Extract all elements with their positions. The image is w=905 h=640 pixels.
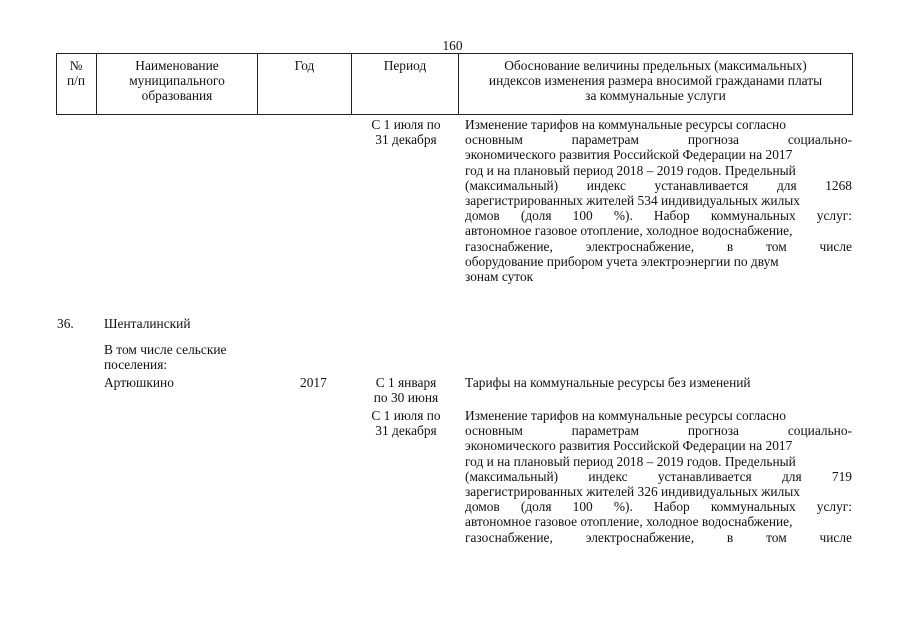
- subheading-rural-settlements: В том числе сельские поселения:: [104, 342, 227, 373]
- header-basis: Обоснование величины предельных (максимальных) индексов изменения размера вносимой гражданами платы за коммунальные услуги: [488, 58, 823, 104]
- page-number: 160: [442, 38, 463, 53]
- basis-paragraph: Изменение тарифов на коммунальные ресурсы согласно основным параметрам прогноза социально- экономического развития Российской Федерации на 2017 год и на плановый период 2018 – 2019 годов. Предельный (максимальный) индекс устанавливается для 1268 зарегистрированных жителей 534 индивидуальных жилых домов (доля 100 %). Набор коммунальных услуг: автономное газовое отопление, холодное водоснабжение, газоснабжение, электроснабжение, в том числе оборудование прибором учета электроэнергии по двум зонам суток: [465, 117, 852, 284]
- row-number: 36.: [57, 316, 74, 331]
- period-cell: С 1 июля по 31 декабря: [371, 408, 441, 439]
- basis-no-change: Тарифы на коммунальные ресурсы без изменений: [465, 375, 751, 390]
- column-divider: [852, 54, 853, 114]
- table-header: [56, 53, 853, 115]
- header-year: Год: [294, 58, 315, 73]
- header-number: № п/п: [66, 58, 86, 89]
- header-period: Период: [383, 58, 427, 73]
- period-cell: С 1 июля по 31 декабря: [371, 117, 441, 148]
- header-municipality: Наименование муниципального образования: [129, 58, 225, 104]
- period-cell: С 1 января по 30 июня: [373, 375, 439, 406]
- municipality-name: Шенталинский: [104, 316, 191, 331]
- settlement-name: Артюшкино: [104, 375, 174, 390]
- basis-paragraph: Изменение тарифов на коммунальные ресурсы согласно основным параметрам прогноза социально- экономического развития Российской Федерации на 2017 год и на плановый период 2018 – 2019 годов. Предельный (максимальный) индекс устанавливается для 719 зарегистрированных жителей 326 индивидуальных жилых домов (доля 100 %). Набор коммунальных услуг: автономное газовое отопление, холодное водоснабжение, газоснабжение, электроснабжение, в том числе: [465, 408, 852, 545]
- year-cell: 2017: [300, 375, 327, 390]
